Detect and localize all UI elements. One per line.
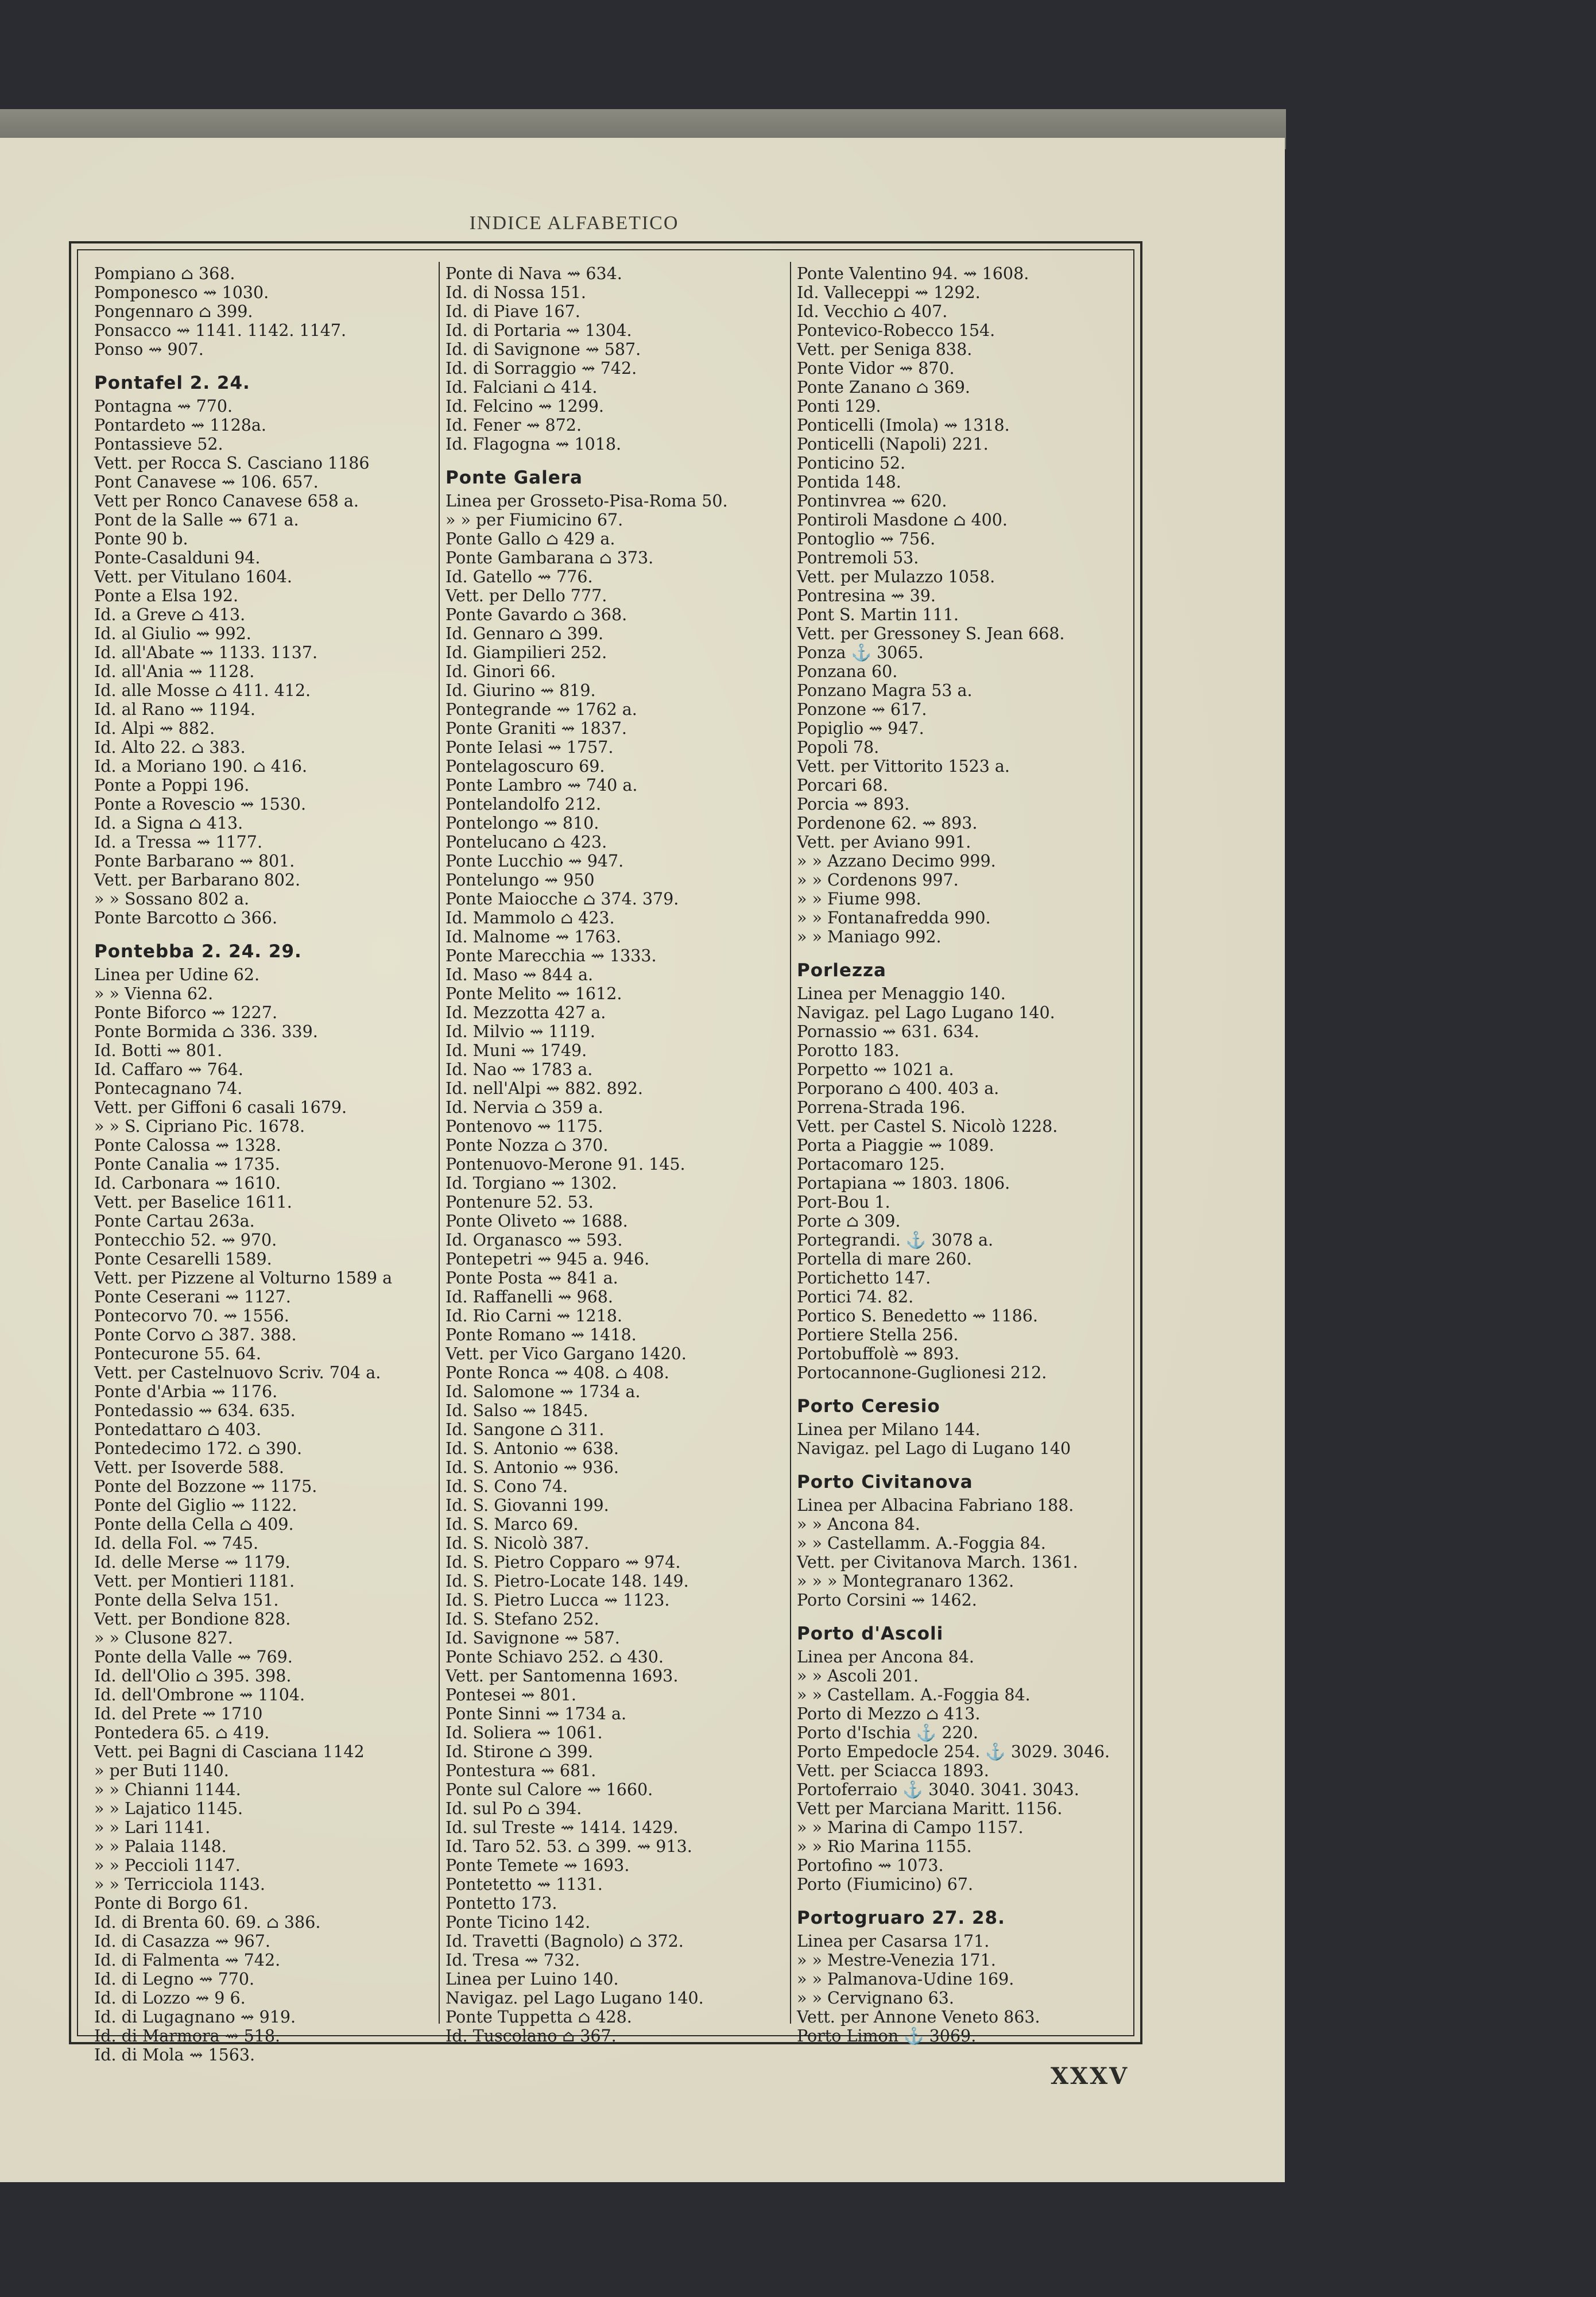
- index-entry: Ponso ⇝ 907.: [94, 340, 204, 359]
- index-entry: Id. Soliera ⇝ 1061.: [446, 1723, 603, 1742]
- index-entry: Ponte del Bozzone ⇝ 1175.: [94, 1477, 317, 1496]
- running-title: INDICE ALFABETICO: [469, 212, 679, 234]
- index-entry: Id. Salomone ⇝ 1734 a.: [446, 1382, 641, 1401]
- index-entry: Ponte Oliveto ⇝ 1688.: [446, 1212, 628, 1231]
- index-entry: Id. di Mola ⇝ 1563.: [94, 2045, 255, 2064]
- index-entry: Id. Maso ⇝ 844 a.: [446, 965, 594, 984]
- index-entry: Id. alle Mosse ⌂ 411. 412.: [94, 681, 311, 700]
- index-entry: Id. di Savignone ⇝ 587.: [446, 340, 641, 359]
- index-entry: Ponte 90 b.: [94, 529, 188, 548]
- index-entry: Pontedassio ⇝ 634. 635.: [94, 1401, 296, 1420]
- index-entry: Portico S. Benedetto ⇝ 1186.: [797, 1306, 1038, 1325]
- index-entry: Id. a Greve ⌂ 413.: [94, 605, 246, 624]
- index-entry: Vett. per Barbarano 802.: [94, 871, 301, 890]
- index-entry: Pontedattaro ⌂ 403.: [94, 1420, 262, 1439]
- index-entry: Id. di Lugagnano ⇝ 919.: [94, 2008, 296, 2027]
- index-entry: Id. a Tressa ⇝ 1177.: [94, 833, 263, 852]
- index-entry: Porto di Mezzo ⌂ 413.: [797, 1704, 981, 1723]
- index-entry: Ponte Lambro ⇝ 740 a.: [446, 776, 638, 795]
- index-entry: Ponte Melito ⇝ 1612.: [446, 984, 622, 1003]
- index-entry: Id. Muni ⇝ 1749.: [446, 1041, 587, 1060]
- index-entry: Pontardeto ⇝ 1128a.: [94, 416, 266, 435]
- index-entry: Vett. per Castelnuovo Scriv. 704 a.: [94, 1363, 381, 1382]
- index-entry: Ponte Barcotto ⌂ 366.: [94, 908, 277, 927]
- index-entry: Ponzana 60.: [797, 662, 898, 681]
- index-entry: Ponte Posta ⇝ 841 a.: [446, 1269, 618, 1287]
- index-entry: » » Azzano Decimo 999.: [797, 852, 996, 871]
- index-entry: Id. Nao ⇝ 1783 a.: [446, 1060, 593, 1079]
- index-entry: Ponte Ronca ⇝ 408. ⌂ 408.: [446, 1363, 669, 1382]
- index-entry: Id. S. Antonio ⇝ 936.: [446, 1458, 619, 1477]
- index-entry: Portocannone-Guglionesi 212.: [797, 1363, 1047, 1382]
- index-entry: Vett. per Baselice 1611.: [94, 1193, 292, 1212]
- index-entry: Id. dell'Olio ⌂ 395. 398.: [94, 1666, 292, 1685]
- index-entry: Ponti 129.: [797, 397, 881, 416]
- index-entry: Pontepetri ⇝ 945 a. 946.: [446, 1250, 650, 1269]
- index-entry: Pontinvrea ⇝ 620.: [797, 492, 947, 511]
- index-entry: Ponte della Valle ⇝ 769.: [94, 1648, 293, 1666]
- index-entry: Pontelucano ⌂ 423.: [446, 833, 607, 852]
- page-number: XXXV: [1051, 2063, 1129, 2090]
- index-entry: Id. del Prete ⇝ 1710: [94, 1704, 263, 1723]
- column-rule: [790, 262, 791, 2024]
- index-entry: Id. Carbonara ⇝ 1610.: [94, 1174, 281, 1193]
- index-entry: Id. Stirone ⌂ 399.: [446, 1742, 594, 1761]
- index-entry: Vett. per Dello 777.: [446, 586, 607, 605]
- index-entry: Id. Giurino ⇝ 819.: [446, 681, 596, 700]
- index-entry: Porte ⌂ 309.: [797, 1212, 901, 1231]
- index-entry: Pordenone 62. ⇝ 893.: [797, 814, 978, 833]
- index-heading: Porto Civitanova: [797, 1472, 973, 1492]
- index-entry: Pompiano ⌂ 368.: [94, 264, 235, 283]
- index-entry: Pomponesco ⇝ 1030.: [94, 283, 269, 302]
- index-entry: Id. di Sorraggio ⇝ 742.: [446, 359, 637, 378]
- index-entry: Ponte Valentino 94. ⇝ 1608.: [797, 264, 1029, 283]
- index-entry: Id. di Lozzo ⇝ 9 6.: [94, 1989, 246, 2008]
- index-entry: Ponte Maiocche ⌂ 374. 379.: [446, 890, 679, 908]
- index-entry: Pontetto 173.: [446, 1894, 557, 1913]
- entry-spacer: [797, 1610, 1136, 1620]
- index-heading: Portogruaro 27. 28.: [797, 1908, 1005, 1928]
- index-entry: Vett. per Giffoni 6 casali 1679.: [94, 1098, 347, 1117]
- index-entry: Id. Organasco ⇝ 593.: [446, 1231, 623, 1250]
- index-entry: Id. Botti ⇝ 801.: [94, 1041, 223, 1060]
- index-entry: Id. Tresa ⇝ 732.: [446, 1951, 580, 1970]
- index-entry: Pornassio ⇝ 631. 634.: [797, 1022, 979, 1041]
- index-entry: Pontenuovo-Merone 91. 145.: [446, 1155, 685, 1174]
- index-column-3: [797, 264, 1136, 2045]
- index-entry: Id. S. Giovanni 199.: [446, 1496, 609, 1515]
- index-entry: Ponte a Poppi 196.: [94, 776, 250, 795]
- index-column-2: [446, 264, 784, 2045]
- index-entry: Vett. per Aviano 991.: [797, 833, 971, 852]
- index-entry: Pontelungo ⇝ 950: [446, 871, 595, 890]
- index-entry: Id. Valleceppi ⇝ 1292.: [797, 283, 981, 302]
- index-entry: » » Lajatico 1145.: [94, 1799, 243, 1818]
- index-entry: Id. al Rano ⇝ 1194.: [94, 700, 255, 719]
- index-entry: Id. a Signa ⌂ 413.: [94, 814, 243, 833]
- index-entry: Pontelandolfo 212.: [446, 795, 602, 814]
- index-entry: Ponte Marecchia ⇝ 1333.: [446, 946, 657, 965]
- index-entry: Ponzone ⇝ 617.: [797, 700, 927, 719]
- index-entry: Id. di Marmora ⇝ 518.: [94, 2027, 281, 2045]
- index-entry: Ponticelli (Napoli) 221.: [797, 435, 989, 454]
- index-entry: Ponte della Selva 151.: [94, 1591, 279, 1610]
- index-entry: Vett. per Seniga 838.: [797, 340, 973, 359]
- index-entry: Ponte Cartau 263a.: [94, 1212, 255, 1231]
- index-entry: Linea per Milano 144.: [797, 1420, 981, 1439]
- index-entry: Pontresina ⇝ 39.: [797, 586, 936, 605]
- index-entry: Portichetto 147.: [797, 1269, 931, 1287]
- index-entry: Ponte di Nava ⇝ 634.: [446, 264, 622, 283]
- index-entry: Ponte d'Arbia ⇝ 1176.: [94, 1382, 278, 1401]
- index-entry: Id. di Nossa 151.: [446, 283, 586, 302]
- index-entry: Pontelagoscuro 69.: [446, 757, 605, 776]
- index-entry: » » Mestre-Venezia 171.: [797, 1951, 996, 1970]
- index-entry: Ponte di Borgo 61.: [94, 1894, 249, 1913]
- index-frame-inner: [77, 249, 1134, 2064]
- index-entry: Ponte Canalia ⇝ 1735.: [94, 1155, 280, 1174]
- index-entry: Pontecagnano 74.: [94, 1079, 243, 1098]
- index-entry: Id. Salso ⇝ 1845.: [446, 1401, 588, 1420]
- index-entry: Ponte Ielasi ⇝ 1757.: [446, 738, 614, 757]
- index-entry: Ponte Gavardo ⌂ 368.: [446, 605, 627, 624]
- index-entry: Vett. per Sciacca 1893.: [797, 1761, 989, 1780]
- index-heading: Ponte Galera: [446, 467, 583, 488]
- index-entry: Id. Fener ⇝ 872.: [446, 416, 582, 435]
- index-entry: Portici 74. 82.: [797, 1287, 914, 1306]
- index-entry: Id. Milvio ⇝ 1119.: [446, 1022, 595, 1041]
- index-entry: Vett. per Isoverde 588.: [94, 1458, 284, 1477]
- index-entry: Pontedera 65. ⌂ 419.: [94, 1723, 270, 1742]
- index-entry: Ponte Corvo ⌂ 387. 388.: [94, 1325, 297, 1344]
- index-entry: Pontenovo ⇝ 1175.: [446, 1117, 603, 1136]
- index-entry: Linea per Grosseto-Pisa-Roma 50.: [446, 492, 728, 511]
- index-entry: » » Ascoli 201.: [797, 1666, 919, 1685]
- index-entry: » » Terricciola 1143.: [94, 1875, 265, 1894]
- index-entry: Id. Felcino ⇝ 1299.: [446, 397, 604, 416]
- index-entry: Porporano ⌂ 400. 403 a.: [797, 1079, 1000, 1098]
- index-entry: » » Marina di Campo 1157.: [797, 1818, 1024, 1837]
- index-entry: Portacomaro 125.: [797, 1155, 945, 1174]
- index-entry: Ponte Nozza ⌂ 370.: [446, 1136, 609, 1155]
- index-entry: Portella di mare 260.: [797, 1250, 972, 1269]
- index-entry: Pontida 148.: [797, 473, 901, 492]
- index-entry: Ponte Lucchio ⇝ 947.: [446, 852, 624, 871]
- index-entry: Id. Torgiano ⇝ 1302.: [446, 1174, 617, 1193]
- index-heading: Pontafel 2. 24.: [94, 373, 250, 393]
- index-entry: Pontagna ⇝ 770.: [94, 397, 233, 416]
- index-entry: Id. a Moriano 190. ⌂ 416.: [94, 757, 308, 776]
- index-entry: Ponticelli (Imola) ⇝ 1318.: [797, 416, 1010, 435]
- index-entry: Id. Gatello ⇝ 776.: [446, 567, 593, 586]
- index-column-1: [94, 264, 433, 2064]
- index-entry: Ponza ⚓ 3065.: [797, 643, 924, 662]
- index-entry: Id. Mammolo ⌂ 423.: [446, 908, 615, 927]
- index-entry: Linea per Ancona 84.: [797, 1648, 974, 1666]
- index-entry: Pontiroli Masdone ⌂ 400.: [797, 511, 1008, 529]
- index-entry: Vett per Ronco Canavese 658 a.: [94, 492, 359, 511]
- index-entry: Navigaz. pel Lago Lugano 140.: [797, 1003, 1055, 1022]
- index-entry: Portiere Stella 256.: [797, 1325, 959, 1344]
- index-entry: Pongennaro ⌂ 399.: [94, 302, 253, 321]
- index-entry: » » » Montegranaro 1362.: [797, 1572, 1014, 1591]
- index-entry: » » Palaia 1148.: [94, 1837, 227, 1856]
- index-entry: Porto d'Ischia ⚓ 220.: [797, 1723, 978, 1742]
- index-entry: Id. Travetti (Bagnolo) ⌂ 372.: [446, 1932, 684, 1951]
- index-entry: Id. nell'Alpi ⇝ 882. 892.: [446, 1079, 643, 1098]
- index-entry: Id. della Fol. ⇝ 745.: [94, 1534, 259, 1553]
- index-entry: Linea per Luino 140.: [446, 1970, 619, 1989]
- index-entry: » » Palmanova-Udine 169.: [797, 1970, 1014, 1989]
- index-entry: Portoferraio ⚓ 3040. 3041. 3043.: [797, 1780, 1079, 1799]
- index-entry: » » Cordenons 997.: [797, 871, 959, 890]
- index-entry: Ponte sul Calore ⇝ 1660.: [446, 1780, 653, 1799]
- index-entry: Id. di Falmenta ⇝ 742.: [94, 1951, 281, 1970]
- index-entry: Vett. per Vittorito 1523 a.: [797, 757, 1010, 776]
- index-entry: Id. all'Ania ⇝ 1128.: [94, 662, 255, 681]
- index-entry: Pontesei ⇝ 801.: [446, 1685, 576, 1704]
- index-entry: Pontevico-Robecco 154.: [797, 321, 995, 340]
- index-entry: Id. Ginori 66.: [446, 662, 556, 681]
- index-entry: Ponte del Giglio ⇝ 1122.: [94, 1496, 297, 1515]
- entry-spacer: [94, 927, 433, 938]
- index-entry: Id. Nervia ⌂ 359 a.: [446, 1098, 603, 1117]
- index-entry: Id. S. Pietro Lucca ⇝ 1123.: [446, 1591, 670, 1610]
- index-entry: Ponticino 52.: [797, 454, 906, 473]
- index-entry: Pont Canavese ⇝ 106. 657.: [94, 473, 319, 492]
- index-entry: Id. Alpi ⇝ 882.: [94, 719, 215, 738]
- index-heading: Pontebba 2. 24. 29.: [94, 941, 302, 962]
- index-entry: Id. S. Stefano 252.: [446, 1610, 599, 1629]
- index-entry: Id. S. Nicolò 387.: [446, 1534, 590, 1553]
- book-page: [0, 138, 1285, 2182]
- index-entry: » per Buti 1140.: [94, 1761, 229, 1780]
- index-entry: Ponte Schiavo 252. ⌂ 430.: [446, 1648, 664, 1666]
- index-entry: » » Chianni 1144.: [94, 1780, 241, 1799]
- index-entry: Ponte Cesarelli 1589.: [94, 1250, 272, 1269]
- index-entry: Ponte Vidor ⇝ 870.: [797, 359, 955, 378]
- index-entry: Id. Malnome ⇝ 1763.: [446, 927, 621, 946]
- index-entry: » » per Fiumicino 67.: [446, 511, 623, 529]
- index-entry: » » Peccioli 1147.: [94, 1856, 241, 1875]
- index-entry: Id. Mezzotta 427 a.: [446, 1003, 606, 1022]
- index-entry: Id. S. Pietro Copparo ⇝ 974.: [446, 1553, 681, 1572]
- index-entry: » » S. Cipriano Pic. 1678.: [94, 1117, 305, 1136]
- index-entry: Vett. per Mulazzo 1058.: [797, 567, 995, 586]
- index-entry: Navigaz. pel Lago di Lugano 140: [797, 1439, 1071, 1458]
- index-entry: Id. di Piave 167.: [446, 302, 580, 321]
- index-heading: Porto d'Ascoli: [797, 1623, 944, 1644]
- index-entry: Vett. per Rocca S. Casciano 1186: [94, 454, 370, 473]
- index-entry: Ponte Ticino 142.: [446, 1913, 591, 1932]
- index-entry: Pontoglio ⇝ 756.: [797, 529, 936, 548]
- index-heading: Porlezza: [797, 960, 886, 981]
- index-entry: Id. S. Marco 69.: [446, 1515, 579, 1534]
- index-entry: Linea per Menaggio 140.: [797, 984, 1006, 1003]
- index-entry: Porotto 183.: [797, 1041, 900, 1060]
- index-entry: Ponte Barbarano ⇝ 801.: [94, 852, 295, 871]
- index-entry: Pontecorvo 70. ⇝ 1556.: [94, 1306, 289, 1325]
- index-entry: Pontetetto ⇝ 1131.: [446, 1875, 603, 1894]
- index-entry: Ponte a Rovescio ⇝ 1530.: [94, 795, 306, 814]
- entry-spacer: [797, 946, 1136, 957]
- index-entry: Ponte Graniti ⇝ 1837.: [446, 719, 627, 738]
- index-entry: Linea per Casarsa 171.: [797, 1932, 990, 1951]
- index-entry: Id. S. Pietro-Locate 148. 149.: [446, 1572, 689, 1591]
- index-entry: Porpetto ⇝ 1021 a.: [797, 1060, 954, 1079]
- index-entry: Popiglio ⇝ 947.: [797, 719, 924, 738]
- index-entry: Pont de la Salle ⇝ 671 a.: [94, 511, 299, 529]
- index-entry: Id. all'Abate ⇝ 1133. 1137.: [94, 643, 318, 662]
- index-entry: Ponte Zanano ⌂ 369.: [797, 378, 970, 397]
- index-entry: » » Maniago 992.: [797, 927, 942, 946]
- index-entry: Id. al Giulio ⇝ 992.: [94, 624, 251, 643]
- index-entry: Porrena-Strada 196.: [797, 1098, 966, 1117]
- index-entry: Vett. pei Bagni di Casciana 1142: [94, 1742, 365, 1761]
- index-entry: Pontassieve 52.: [94, 435, 223, 454]
- index-entry: Ponte Bormida ⌂ 336. 339.: [94, 1022, 318, 1041]
- entry-spacer: [94, 359, 433, 369]
- index-entry: Id. S. Antonio ⇝ 638.: [446, 1439, 619, 1458]
- index-entry: Id. Gennaro ⌂ 399.: [446, 624, 604, 643]
- index-entry: Ponte Tuppetta ⌂ 428.: [446, 2008, 632, 2027]
- index-entry: Linea per Udine 62.: [94, 965, 260, 984]
- index-entry: Vett. per Vico Gargano 1420.: [446, 1344, 687, 1363]
- index-entry: Pontremoli 53.: [797, 548, 919, 567]
- index-entry: Ponte Temete ⇝ 1693.: [446, 1856, 630, 1875]
- index-entry: Vett. per Vitulano 1604.: [94, 567, 292, 586]
- index-entry: Portofino ⇝ 1073.: [797, 1856, 944, 1875]
- index-entry: Ponte della Cella ⌂ 409.: [94, 1515, 294, 1534]
- index-entry: » » Castellamm. A.-Foggia 84.: [797, 1534, 1046, 1553]
- index-entry: Vett. per Civitanova March. 1361.: [797, 1553, 1078, 1572]
- index-entry: Ponte a Elsa 192.: [94, 586, 239, 605]
- index-entry: Porta a Piaggie ⇝ 1089.: [797, 1136, 994, 1155]
- index-entry: Id. Tuscolano ⌂ 367.: [446, 2027, 617, 2045]
- index-entry: Id. Falciani ⌂ 414.: [446, 378, 598, 397]
- index-entry: Pontestura ⇝ 681.: [446, 1761, 596, 1780]
- index-entry: Id. Caffaro ⇝ 764.: [94, 1060, 243, 1079]
- index-entry: Popoli 78.: [797, 738, 880, 757]
- index-entry: Pontecurone 55. 64.: [94, 1344, 261, 1363]
- index-entry: Ponzano Magra 53 a.: [797, 681, 973, 700]
- index-entry: Ponte Gallo ⌂ 429 a.: [446, 529, 615, 548]
- index-entry: Id. Alto 22. ⌂ 383.: [94, 738, 246, 757]
- index-entry: » » Sossano 802 a.: [94, 890, 249, 908]
- index-entry: Ponte Sinni ⇝ 1734 a.: [446, 1704, 627, 1723]
- index-entry: Id. Savignone ⇝ 587.: [446, 1629, 620, 1648]
- index-entry: Porto Empedocle 254. ⚓ 3029. 3046.: [797, 1742, 1110, 1761]
- index-entry: Pontelongo ⇝ 810.: [446, 814, 599, 833]
- index-entry: Vett. per Pizzene al Volturno 1589 a: [94, 1269, 393, 1287]
- index-entry: Id. Flagogna ⇝ 1018.: [446, 435, 622, 454]
- index-heading: Porto Ceresio: [797, 1396, 940, 1417]
- index-entry: Vett. per Montieri 1181.: [94, 1572, 295, 1591]
- index-entry: Navigaz. pel Lago Lugano 140.: [446, 1989, 704, 2008]
- index-entry: Porto Corsini ⇝ 1462.: [797, 1591, 977, 1610]
- entry-spacer: [446, 454, 784, 464]
- index-entry: » » Vienna 62.: [94, 984, 214, 1003]
- index-entry: Id. delle Merse ⇝ 1179.: [94, 1553, 290, 1572]
- index-entry: Portapiana ⇝ 1803. 1806.: [797, 1174, 1010, 1193]
- index-entry: Id. dell'Ombrone ⇝ 1104.: [94, 1685, 305, 1704]
- index-entry: Ponte-Casalduni 94.: [94, 548, 261, 567]
- index-entry: Id. sul Treste ⇝ 1414. 1429.: [446, 1818, 679, 1837]
- index-entry: » » Castellam. A.-Foggia 84.: [797, 1685, 1031, 1704]
- index-entry: Id. Vecchio ⌂ 407.: [797, 302, 948, 321]
- index-entry: Linea per Albacina Fabriano 188.: [797, 1496, 1074, 1515]
- index-entry: Vett. per Gressoney S. Jean 668.: [797, 624, 1065, 643]
- index-entry: Porto (Fiumicino) 67.: [797, 1875, 974, 1894]
- index-entry: Pont S. Martin 111.: [797, 605, 959, 624]
- index-entry: Portobuffolè ⇝ 893.: [797, 1344, 959, 1363]
- index-entry: » » Fontanafredda 990.: [797, 908, 991, 927]
- index-entry: » » Rio Marina 1155.: [797, 1837, 972, 1856]
- index-entry: Pontedecimo 172. ⌂ 390.: [94, 1439, 303, 1458]
- index-entry: Id. di Brenta 60. 69. ⌂ 386.: [94, 1913, 321, 1932]
- index-entry: Pontegrande ⇝ 1762 a.: [446, 700, 637, 719]
- index-entry: Ponsacco ⇝ 1141. 1142. 1147.: [94, 321, 347, 340]
- index-entry: » » Fiume 998.: [797, 890, 921, 908]
- index-entry: Id. S. Cono 74.: [446, 1477, 568, 1496]
- index-entry: » » Cervignano 63.: [797, 1989, 954, 2008]
- index-entry: Vett. per Annone Veneto 863.: [797, 2008, 1040, 2027]
- index-entry: » » Lari 1141.: [94, 1818, 211, 1837]
- index-entry: » » Clusone 827.: [94, 1629, 233, 1648]
- index-entry: Id. Raffanelli ⇝ 968.: [446, 1287, 613, 1306]
- column-rule: [439, 262, 440, 2024]
- index-entry: Id. di Legno ⇝ 770.: [94, 1970, 255, 1989]
- index-entry: Portegrandi. ⚓ 3078 a.: [797, 1231, 993, 1250]
- entry-spacer: [797, 1894, 1136, 1904]
- index-entry: Vett. per Castel S. Nicolò 1228.: [797, 1117, 1058, 1136]
- index-entry: Vett per Marciana Maritt. 1156.: [797, 1799, 1063, 1818]
- index-entry: Port-Bou 1.: [797, 1193, 890, 1212]
- index-entry: Id. di Casazza ⇝ 967.: [94, 1932, 270, 1951]
- index-entry: Id. di Portaria ⇝ 1304.: [446, 321, 632, 340]
- index-entry: Id. Taro 52. 53. ⌂ 399. ⇝ 913.: [446, 1837, 692, 1856]
- index-entry: Ponte Calossa ⇝ 1328.: [94, 1136, 281, 1155]
- index-entry: » » Ancona 84.: [797, 1515, 920, 1534]
- index-entry: Ponte Ceserani ⇝ 1127.: [94, 1287, 291, 1306]
- index-entry: Id. Rio Carni ⇝ 1218.: [446, 1306, 622, 1325]
- index-entry: Id. sul Po ⌂ 394.: [446, 1799, 582, 1818]
- index-entry: Porcia ⇝ 893.: [797, 795, 910, 814]
- entry-spacer: [797, 1458, 1136, 1468]
- index-entry: Porcari 68.: [797, 776, 888, 795]
- entry-spacer: [797, 1382, 1136, 1393]
- index-entry: Pontecchio 52. ⇝ 970.: [94, 1231, 277, 1250]
- index-entry: Pontenure 52. 53.: [446, 1193, 594, 1212]
- index-entry: Id. Giampilieri 252.: [446, 643, 607, 662]
- index-entry: Vett. per Bondione 828.: [94, 1610, 291, 1629]
- index-frame: [69, 241, 1142, 2064]
- index-entry: Porto Limon ⚓ 3069.: [797, 2027, 977, 2045]
- index-entry: Ponte Biforco ⇝ 1227.: [94, 1003, 278, 1022]
- index-entry: Ponte Gambarana ⌂ 373.: [446, 548, 654, 567]
- index-entry: Vett. per Santomenna 1693.: [446, 1666, 679, 1685]
- index-entry: Ponte Romano ⇝ 1418.: [446, 1325, 637, 1344]
- index-entry: Id. Sangone ⌂ 311.: [446, 1420, 605, 1439]
